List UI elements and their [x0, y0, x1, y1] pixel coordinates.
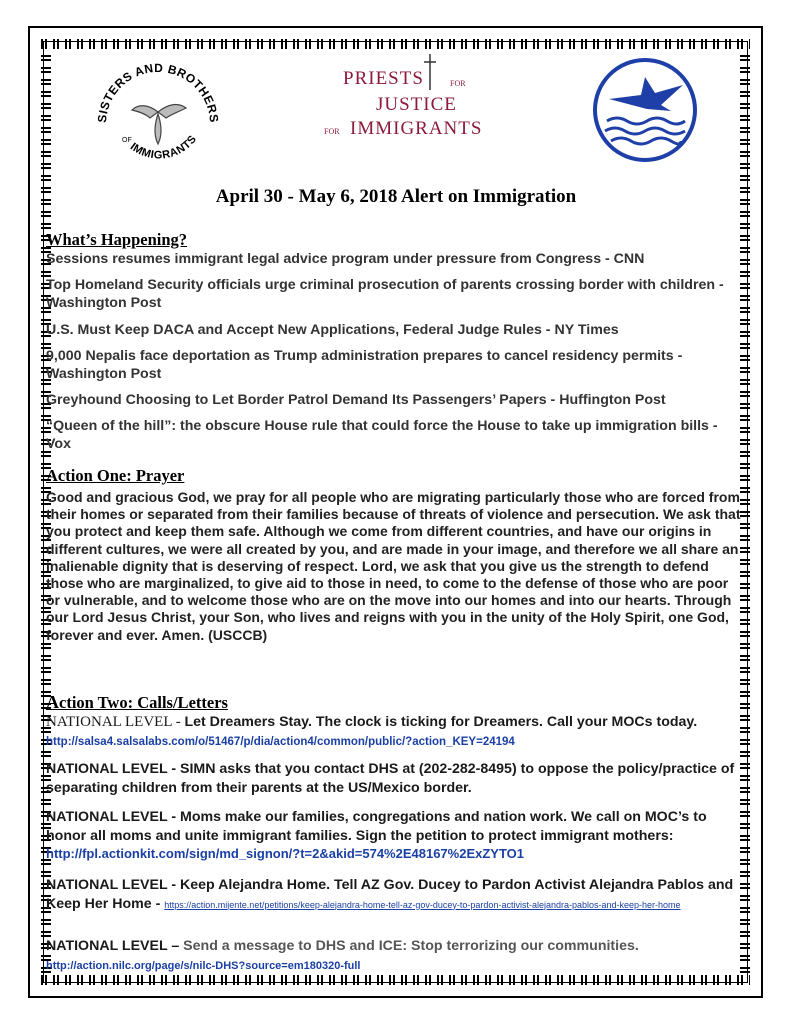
level-label: NATIONAL LEVEL -	[46, 877, 180, 893]
svg-text:SISTERS AND BROTHERS: SISTERS AND BROTHERS	[94, 60, 222, 124]
news-item: Sessions resumes immigrant legal advice program under pressure from Congress - CNN	[46, 251, 645, 267]
prayer-text: Good and gracious God, we pray for all people who are migrating particularly those who are forced from their homes or separated from their families because of threats of violence and persecution. We ask that you protect and keep them safe. Although we come from different countries, and have our origins in different cultures, we were all created by you, and are made in your image, and therefore we all share an inalienable dignity that is deserving of respect. Lord, we ask that you give us the strength to defend those who are marginalized, to give aid to those in need, to come to the defense of those who are poor or vulnerable, and to welcome those who are on the move into our homes and into our hearts. Through our Lord Jesus Christ, your Son, who lives and reigns with you in the unity of the Holy Spirit, one God, forever and ever. Amen. (USCCB)	[46, 489, 741, 643]
action-link[interactable]: http://action.nilc.org/page/s/nilc-DHS?source=em180320-full	[46, 959, 361, 972]
level-label: NATIONAL LEVEL -	[46, 809, 180, 825]
news-item: U.S. Must Keep DACA and Accept New Applications, Federal Judge Rules - NY Times	[46, 322, 619, 338]
action-item: NATIONAL LEVEL - SIMN asks that you contact DHS at (202-282-8495) to oppose the policy/practice of separating children from their parents at the US/Mexico border.	[46, 761, 735, 796]
level-label: NATIONAL LEVEL –	[46, 938, 184, 954]
action-item: NATIONAL LEVEL – Send a message to DHS and ICE: Stop terrorizing our communities. http://action.nilc.org/page/s/nilc-DHS?source=em180320-full	[46, 938, 639, 972]
action-item: NATIONAL LEVEL - Keep Alejandra Home. Tell AZ Gov. Ducey to Pardon Activist Alejandra Pablos and Keep Her Home - https://action.mijente.net/petitions/keep-alejandra-home-tell-az-gov-ducey-to-pardon-activist-alejandra-pablos-and-keep-her-home	[46, 877, 734, 912]
dove-icon	[589, 55, 701, 165]
svg-text:IMMIGRANTS: IMMIGRANTS	[350, 118, 483, 139]
hands-icon	[132, 105, 186, 144]
action-item: NATIONAL LEVEL - Let Dreamers Stay. The clock is ticking for Dreamers. Call your MOCs today. http://salsa4.salsalabs.com/o/51467/p/dia/action4/common/public/?action_KEY=24194	[46, 714, 698, 748]
action-link[interactable]: http://salsa4.salsalabs.com/o/51467/p/dia/action4/common/public/?action_KEY=24194	[46, 735, 515, 748]
action-link[interactable]: https://action.mijente.net/petitions/keep-alejandra-home-tell-az-gov-ducey-to-pardon-activist-alejandra-pablos-and-keep-her-home	[164, 899, 681, 910]
svg-text:FOR: FOR	[324, 127, 340, 136]
action-item: NATIONAL LEVEL - Moms make our families, congregations and nation work. We call on MOC’s to honor all moms and unite immigrant families. Sign the petition to protect immigrant mothers: http://fpl.actionkit.com/sign/md_signon/?t=2&akid=574%2E48167%2ExZYTO1	[46, 809, 707, 861]
whats-happening-heading: What’s Happening?	[46, 230, 188, 249]
level-label: NATIONAL LEVEL -	[46, 761, 180, 777]
svg-text:IMMIGRANTS: IMMIGRANTS	[127, 133, 200, 162]
priests-justice-logo	[318, 50, 488, 145]
news-item: Greyhound Choosing to Let Border Patrol Demand Its Passengers’ Papers - Huffington Post	[46, 392, 666, 408]
page-title: April 30 - May 6, 2018 Alert on Immigration	[215, 186, 577, 207]
action-two-heading: Action Two: Calls/Letters	[46, 692, 228, 712]
svg-text:PRIESTS: PRIESTS	[343, 68, 424, 89]
news-item: “Queen of the hill”: the obscure House rule that could force the House to take up immigration bills - Vox	[46, 418, 718, 452]
level-label: NATIONAL LEVEL -	[46, 714, 185, 730]
svg-text:FOR: FOR	[450, 79, 466, 88]
action-one-heading: Action One: Prayer	[46, 466, 185, 485]
news-item: 9,000 Nepalis face deportation as Trump administration prepares to cancel residency permits - Washington Post	[46, 348, 683, 382]
action-link[interactable]: http://fpl.actionkit.com/sign/md_signon/?t=2&akid=574%2E48167%2ExZYTO1	[46, 846, 525, 861]
news-item: Top Homeland Security officials urge criminal prosecution of parents crossing border with children - Washington Post	[46, 277, 724, 311]
svg-text:OF: OF	[122, 137, 132, 144]
sisters-brothers-logo	[92, 52, 224, 172]
cross-icon	[424, 54, 436, 90]
svg-text:JUSTICE: JUSTICE	[376, 94, 457, 115]
